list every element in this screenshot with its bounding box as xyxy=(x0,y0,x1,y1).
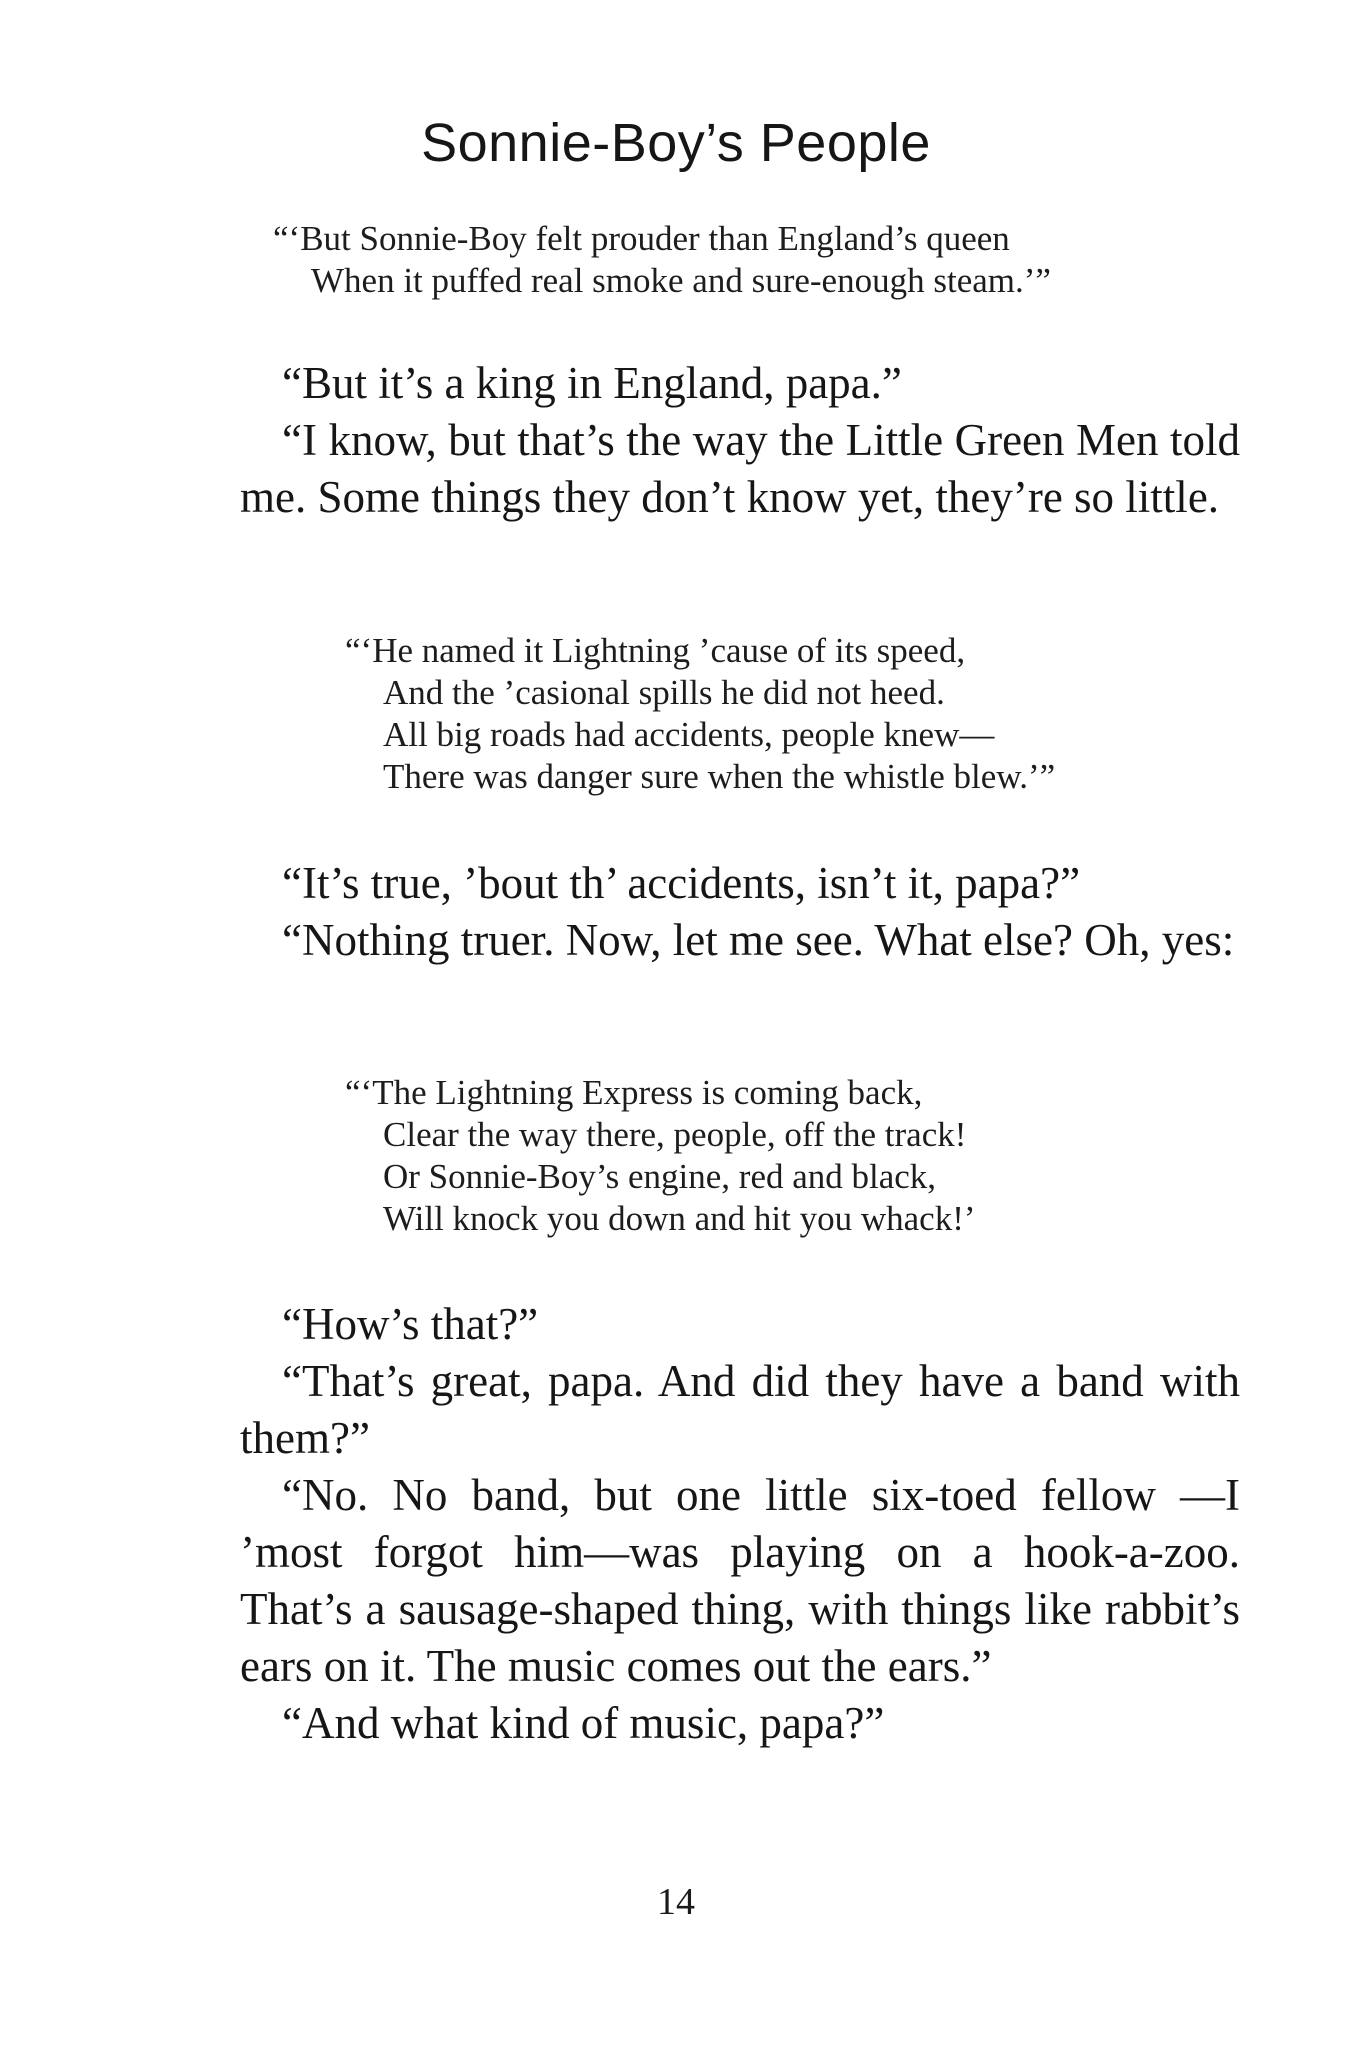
verse-line: When it puffed real smoke and sure-enough steam.’” xyxy=(311,261,1051,300)
prose-block-1 xyxy=(240,355,1240,526)
paragraph: “Nothing truer. Now, let me see. What else? Oh, yes: xyxy=(282,915,1235,965)
paragraph: “And what kind of music, papa?” xyxy=(282,1698,885,1748)
verse-line: Or Sonnie-Boy’s engine, red and black, xyxy=(383,1157,937,1196)
prose-block-2 xyxy=(240,855,1240,969)
prose-block-3 xyxy=(240,1296,1240,1752)
verse-block-1 xyxy=(273,218,1051,302)
verse-line: Clear the way there, people, off the track! xyxy=(383,1115,967,1154)
paragraph: “How’s that?” xyxy=(282,1299,539,1349)
page-number: 14 xyxy=(657,1881,695,1923)
running-head: Sonnie-Boy’s People xyxy=(421,113,931,173)
paragraph: “That’s great, papa. And did they have a band with them?” xyxy=(240,1356,1240,1463)
verse-line: “‘But Sonnie-Boy felt prouder than England’s queen xyxy=(273,219,1010,258)
paragraph: “No. No band, but one little six-toed fellow —I ’most forgot him—was playing on a hook-a-zoo. That’s a sausage-shaped thing, with things like rabbit’s ears on it. The music comes out the ears.” xyxy=(240,1470,1240,1691)
verse-block-2 xyxy=(345,630,1055,798)
verse-line: There was danger sure when the whistle blew.’” xyxy=(383,757,1056,796)
verse-line: “‘The Lightning Express is coming back, xyxy=(345,1073,923,1112)
verse-line: “‘He named it Lightning ’cause of its speed, xyxy=(345,631,966,670)
verse-line: And the ’casional spills he did not heed. xyxy=(383,673,945,712)
paragraph: “I know, but that’s the way the Little Green Men told me. Some things they don’t know yet, they’re so little. xyxy=(240,415,1240,522)
verse-line: All big roads had accidents, people knew— xyxy=(383,715,995,754)
paragraph: “It’s true, ’bout th’ accidents, isn’t it, papa?” xyxy=(282,858,1081,908)
paragraph: “But it’s a king in England, papa.” xyxy=(282,358,902,408)
verse-line: Will knock you down and hit you whack!’ xyxy=(383,1199,976,1238)
verse-block-3 xyxy=(345,1072,976,1240)
